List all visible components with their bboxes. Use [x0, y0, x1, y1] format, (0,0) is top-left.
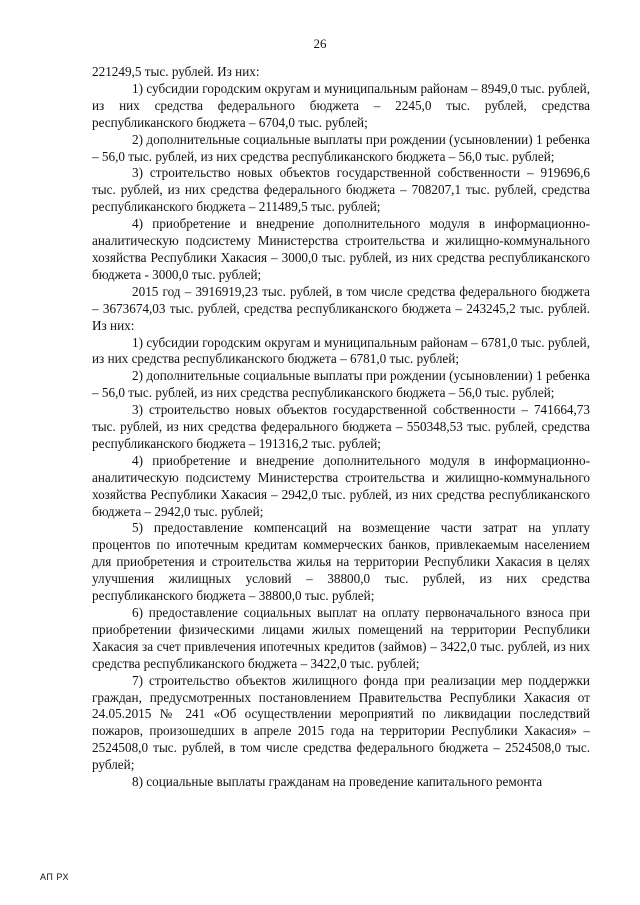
paragraph: 7) строительство объектов жилищного фонда при реализации мер поддержки граждан, предусмотренных постановлением Правительства Республики Хакасия от 24.05.2015 № 241 «Об осуществлении мероприятий по ликвидации последствий пожаров, произошедших в апреле 2015 года на территории Республики Хакасия» – 2524508,0 тыс. рублей, в том числе средства федерального бюджета – 2524508,0 тыс. рублей; — [92, 672, 590, 773]
page-number: 26 — [313, 36, 327, 51]
paragraph: 1) субсидии городским округам и муниципальным районам – 6781,0 тыс. рублей, из них средства республиканского бюджета – 6781,0 тыс. рублей; — [92, 334, 590, 367]
paragraph: 6) предоставление социальных выплат на оплату первоначального взноса при приобретении физическими лицами жилых помещений на территории Республики Хакасия за счет привлечения ипотечных кредитов (займов) – 3422,0 тыс. рублей, из них средства республиканского бюджета – 3422,0 тыс. рублей; — [92, 605, 590, 671]
paragraph: 2) дополнительные социальные выплаты при рождении (усыновлении) 1 ребенка – 56,0 тыс. рублей, из них средства республиканского бюджета – 56,0 тыс. рублей; — [92, 131, 590, 164]
paragraph: 4) приобретение и внедрение дополнительного модуля в информационно-аналитическую подсистему Министерства строительства и жилищно-коммунального хозяйства Республики Хакасия – 3000,0 тыс. рублей, из них средства республиканского бюджета - 3000,0 тыс. рублей; — [92, 216, 590, 282]
paragraph: 5) предоставление компенсаций на возмещение части затрат на уплату процентов по ипотечным кредитам коммерческих банков, привлекаемым населением для приобретения и строительства жилья на территории Республики Хакасия в целях улучшения жилищных условий – 38800,0 тыс. рублей, из них средства республиканского бюджета – 38800,0 тыс. рублей; — [92, 520, 590, 604]
paragraph: 1) субсидии городским округам и муниципальным районам – 8949,0 тыс. рублей, из них средства федерального бюджета – 2245,0 тыс. рублей, средства республиканского бюджета – 6704,0 тыс. рублей; — [92, 80, 590, 130]
document-body — [92, 64, 590, 791]
paragraph: 221249,5 тыс. рублей. Из них: — [92, 64, 260, 79]
footer-mark: АП РХ — [40, 872, 69, 882]
paragraph: 3) строительство новых объектов государственной собственности – 919696,6 тыс. рублей, из них средства федерального бюджета – 708207,1 тыс. рублей, средства республиканского бюджета – 211489,5 тыс. рублей; — [92, 165, 590, 215]
paragraph: 4) приобретение и внедрение дополнительного модуля в информационно-аналитическую подсистему Министерства строительства и жилищно-коммунального хозяйства Республики Хакасия – 2942,0 тыс. рублей, из них средства республиканского бюджета – 2942,0 тыс. рублей; — [92, 452, 590, 519]
paragraph: 2015 год – 3916919,23 тыс. рублей, в том числе средства федерального бюджета – 3673674,03 тыс. рублей, средства республиканского бюджета – 243245,2 тыс. рублей. Из них: — [92, 283, 590, 333]
paragraph: 8) социальные выплаты гражданам на проведение капитального ремонта — [132, 774, 543, 790]
paragraph: 2) дополнительные социальные выплаты при рождении (усыновлении) 1 ребенка – 56,0 тыс. рублей, из них средства республиканского бюджета – 56,0 тыс. рублей; — [92, 368, 590, 401]
paragraph: 3) строительство новых объектов государственной собственности – 741664,73 тыс. рублей, из них средства федерального бюджета – 550348,53 тыс. рублей, средства республиканского бюджета – 191316,2 тыс. рублей; — [92, 402, 590, 451]
